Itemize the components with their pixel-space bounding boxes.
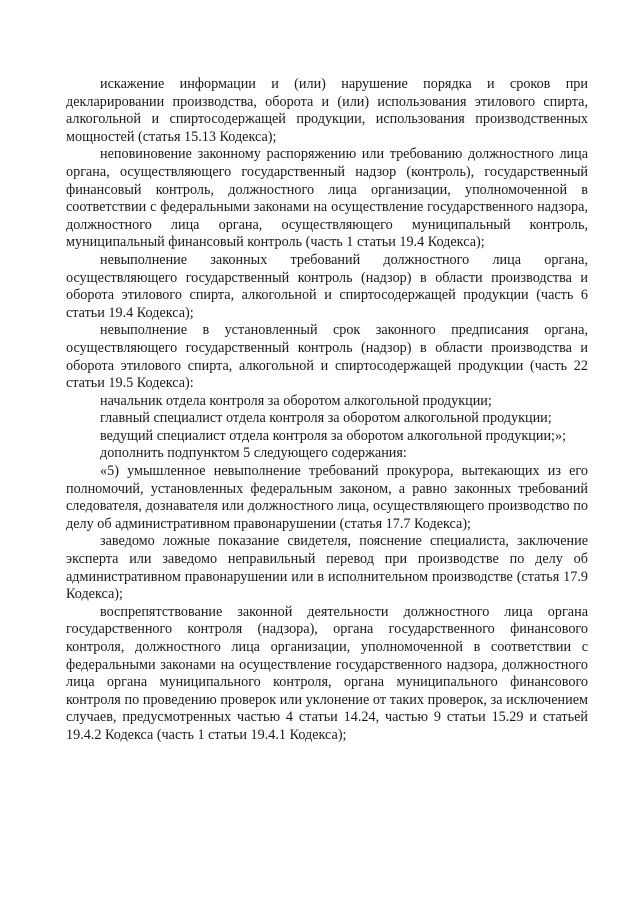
paragraph-prosecutor-requirements: «5) умышленное невыполнение требований прокурора, вытекающих из его полномочий, установленных федеральным законом, а равно законных требований следователя, дознавателя или должностного лица, осуществляющего производство по делу об административном правонарушении (статья 17.7 Кодекса); bbox=[66, 463, 588, 532]
document-body bbox=[66, 76, 588, 745]
paragraph-department-head: начальник отдела контроля за оборотом алкогольной продукции; bbox=[100, 392, 492, 409]
paragraph-amendment-intro: дополнить подпунктом 5 следующего содержания: bbox=[100, 445, 407, 462]
paragraph-chief-specialist: главный специалист отдела контроля за оборотом алкогольной продукции; bbox=[100, 410, 552, 427]
paragraph-failure-lawful-requirements: невыполнение законных требований должностного лица органа, осуществляющего государственный контроль (надзор) в области производства и оборота этилового спирта, алкогольной и спиртосодержащей продукции (часть 6 статьи 19.4 Кодекса); bbox=[66, 251, 588, 321]
paragraph-leading-specialist: ведущий специалист отдела контроля за оборотом алкогольной продукции;»; bbox=[100, 427, 567, 444]
paragraph-declaration-violation: искажение информации и (или) нарушение порядка и сроков при декларировании производства, оборота и (или) использования этилового спирта, алкогольной и спиртосодержащей продукции, использования производственных мощностей (статья 15.13 Кодекса); bbox=[66, 76, 588, 145]
paragraph-obstruction: воспрепятствование законной деятельности должностного лица органа государственного контроля (надзора), органа государственного финансового контроля, должностного лица организации, уполномоченной в соответствии с федеральными законами на осуществление государственного надзора, должностного лица органа муниципального контроля, органа муниципального финансового контроля по проведению проверок или уклонение от таких проверок, за исключением случаев, предусмотренных частью 4 статьи 14.24, частью 9 статьи 15.29 и статьей 19.4.2 Кодекса (часть 1 статьи 19.4.1 Кодекса); bbox=[66, 603, 588, 743]
paragraph-false-testimony: заведомо ложные показание свидетеля, пояснение специалиста, заключение эксперта или заведомо неправильный перевод при производстве по делу об административном правонарушении или в исполнительном производстве (статья 17.9 Кодекса); bbox=[66, 533, 588, 603]
paragraph-failure-prescription: невыполнение в установленный срок законного предписания органа, осуществляющего государственный контроль (надзор) в области производства и оборота этилового спирта, алкогольной и спиртосодержащей продукции (часть 22 статьи 19.5 Кодекса): bbox=[66, 322, 588, 392]
paragraph-disobedience-order: неповиновение законному распоряжению или требованию должностного лица органа, осуществляющего государственный надзор (контроль), государственный финансовый контроль, должностного лица организации, уполномоченной в соответствии с федеральными законами на осуществление государственного надзора, должностного лица органа, осуществляющего муниципальный контроль, муниципальный финансовый контроль (часть 1 статьи 19.4 Кодекса); bbox=[66, 146, 588, 251]
